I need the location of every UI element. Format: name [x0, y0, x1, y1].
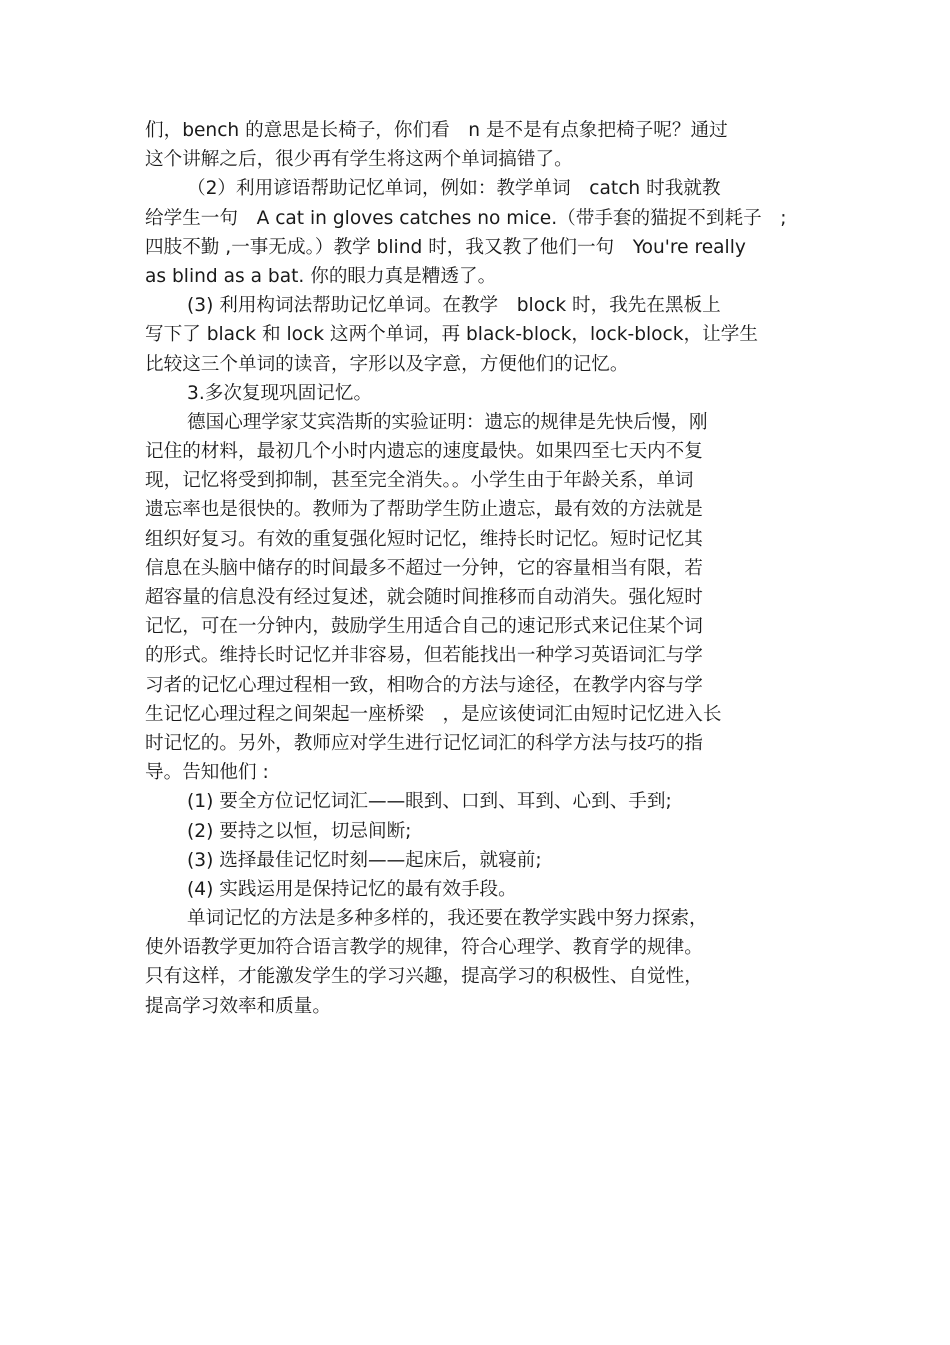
- text-line: 导。告知他们 :: [145, 762, 269, 784]
- text-line: 写下了 black 和 lock 这两个单词，再 black-block，lock-block，让学生: [145, 324, 758, 346]
- text-line: 现，记忆将受到抑制，甚至完全消失。。小学生由于年龄关系，单词: [145, 470, 694, 492]
- text-line: 时记忆的。另外，教师应对学生进行记忆词汇的科学方法与技巧的指: [145, 732, 703, 754]
- text-line: 超容量的信息没有经过复述，就会随时间推移而自动消失。强化短时: [145, 587, 703, 608]
- text-line: 组织好复习。有效的重复强化短时记忆，维持长时记忆。短时记忆其: [145, 528, 703, 550]
- list-item: (2) 要持之以恒，切忌间断;: [187, 820, 412, 842]
- list-item: (4) 实践运用是保持记忆的最有效手段。: [187, 878, 517, 900]
- text-line: 四肢不勤 ,一事无成。）教学 blind 时，我又教了他们一句 You're really: [145, 236, 746, 258]
- text-line: 给学生一句 A cat in gloves catches no mice.（带手套的猫捉不到耗子 ;: [145, 207, 787, 229]
- text-line: as blind as a bat. 你的眼力真是糟透了。: [145, 265, 497, 287]
- body-text: [145, 116, 813, 1021]
- text-line: 提高学习效率和质量。: [145, 995, 331, 1017]
- text-line: （2）利用谚语帮助记忆单词，例如：教学单词 catch 时我就教: [187, 178, 721, 200]
- text-line: 生记忆心理过程之间架起一座桥梁 ，是应该使词汇由短时记忆进入长: [145, 703, 722, 725]
- text-line: 这个讲解之后，很少再有学生将这两个单词搞错了。: [145, 149, 573, 171]
- text-line: 的形式。维持长时记忆并非容易，但若能找出一种学习英语词汇与学: [145, 645, 703, 667]
- text-line: 只有这样，才能激发学生的学习兴趣，提高学习的积极性、自觉性，: [145, 966, 703, 988]
- text-line: 记忆，可在一分钟内，鼓励学生用适合自己的速记形式来记住某个词: [145, 616, 703, 638]
- text-line: 使外语教学更加符合语言教学的规律，符合心理学、教育学的规律。: [145, 937, 703, 959]
- text-line: 比较这三个单词的读音，字形以及字意，方便他们的记忆。: [145, 353, 629, 375]
- text-line: (3) 利用构词法帮助记忆单词。在教学 block 时，我先在黑板上: [187, 295, 721, 317]
- text-line: 们，bench 的意思是长椅子，你们看 n 是不是有点象把椅子呢？通过: [145, 120, 728, 141]
- text-line: 记住的材料，最初几个小时内遗忘的速度最快。如果四至七天内不复: [145, 441, 703, 463]
- list-item: (1) 要全方位记忆词汇——眼到、口到、耳到、心到、手到;: [187, 791, 672, 813]
- text-line: 信息在头脑中储存的时间最多不超过一分钟，它的容量相当有限，若: [145, 557, 703, 579]
- text-line: 单词记忆的方法是多种多样的，我还要在教学实践中努力探索，: [187, 908, 708, 930]
- section-heading: 3.多次复现巩固记忆。: [187, 382, 373, 404]
- text-line: 习者的记忆心理过程相一致，相吻合的方法与途径，在教学内容与学: [145, 674, 703, 696]
- text-line: 德国心理学家艾宾浩斯的实验证明：遗忘的规律是先快后慢，刚: [187, 411, 708, 433]
- list-item: (3) 选择最佳记忆时刻——起床后，就寝前;: [187, 849, 542, 871]
- text-line: 遗忘率也是很快的。教师为了帮助学生防止遗忘，最有效的方法就是: [145, 499, 703, 521]
